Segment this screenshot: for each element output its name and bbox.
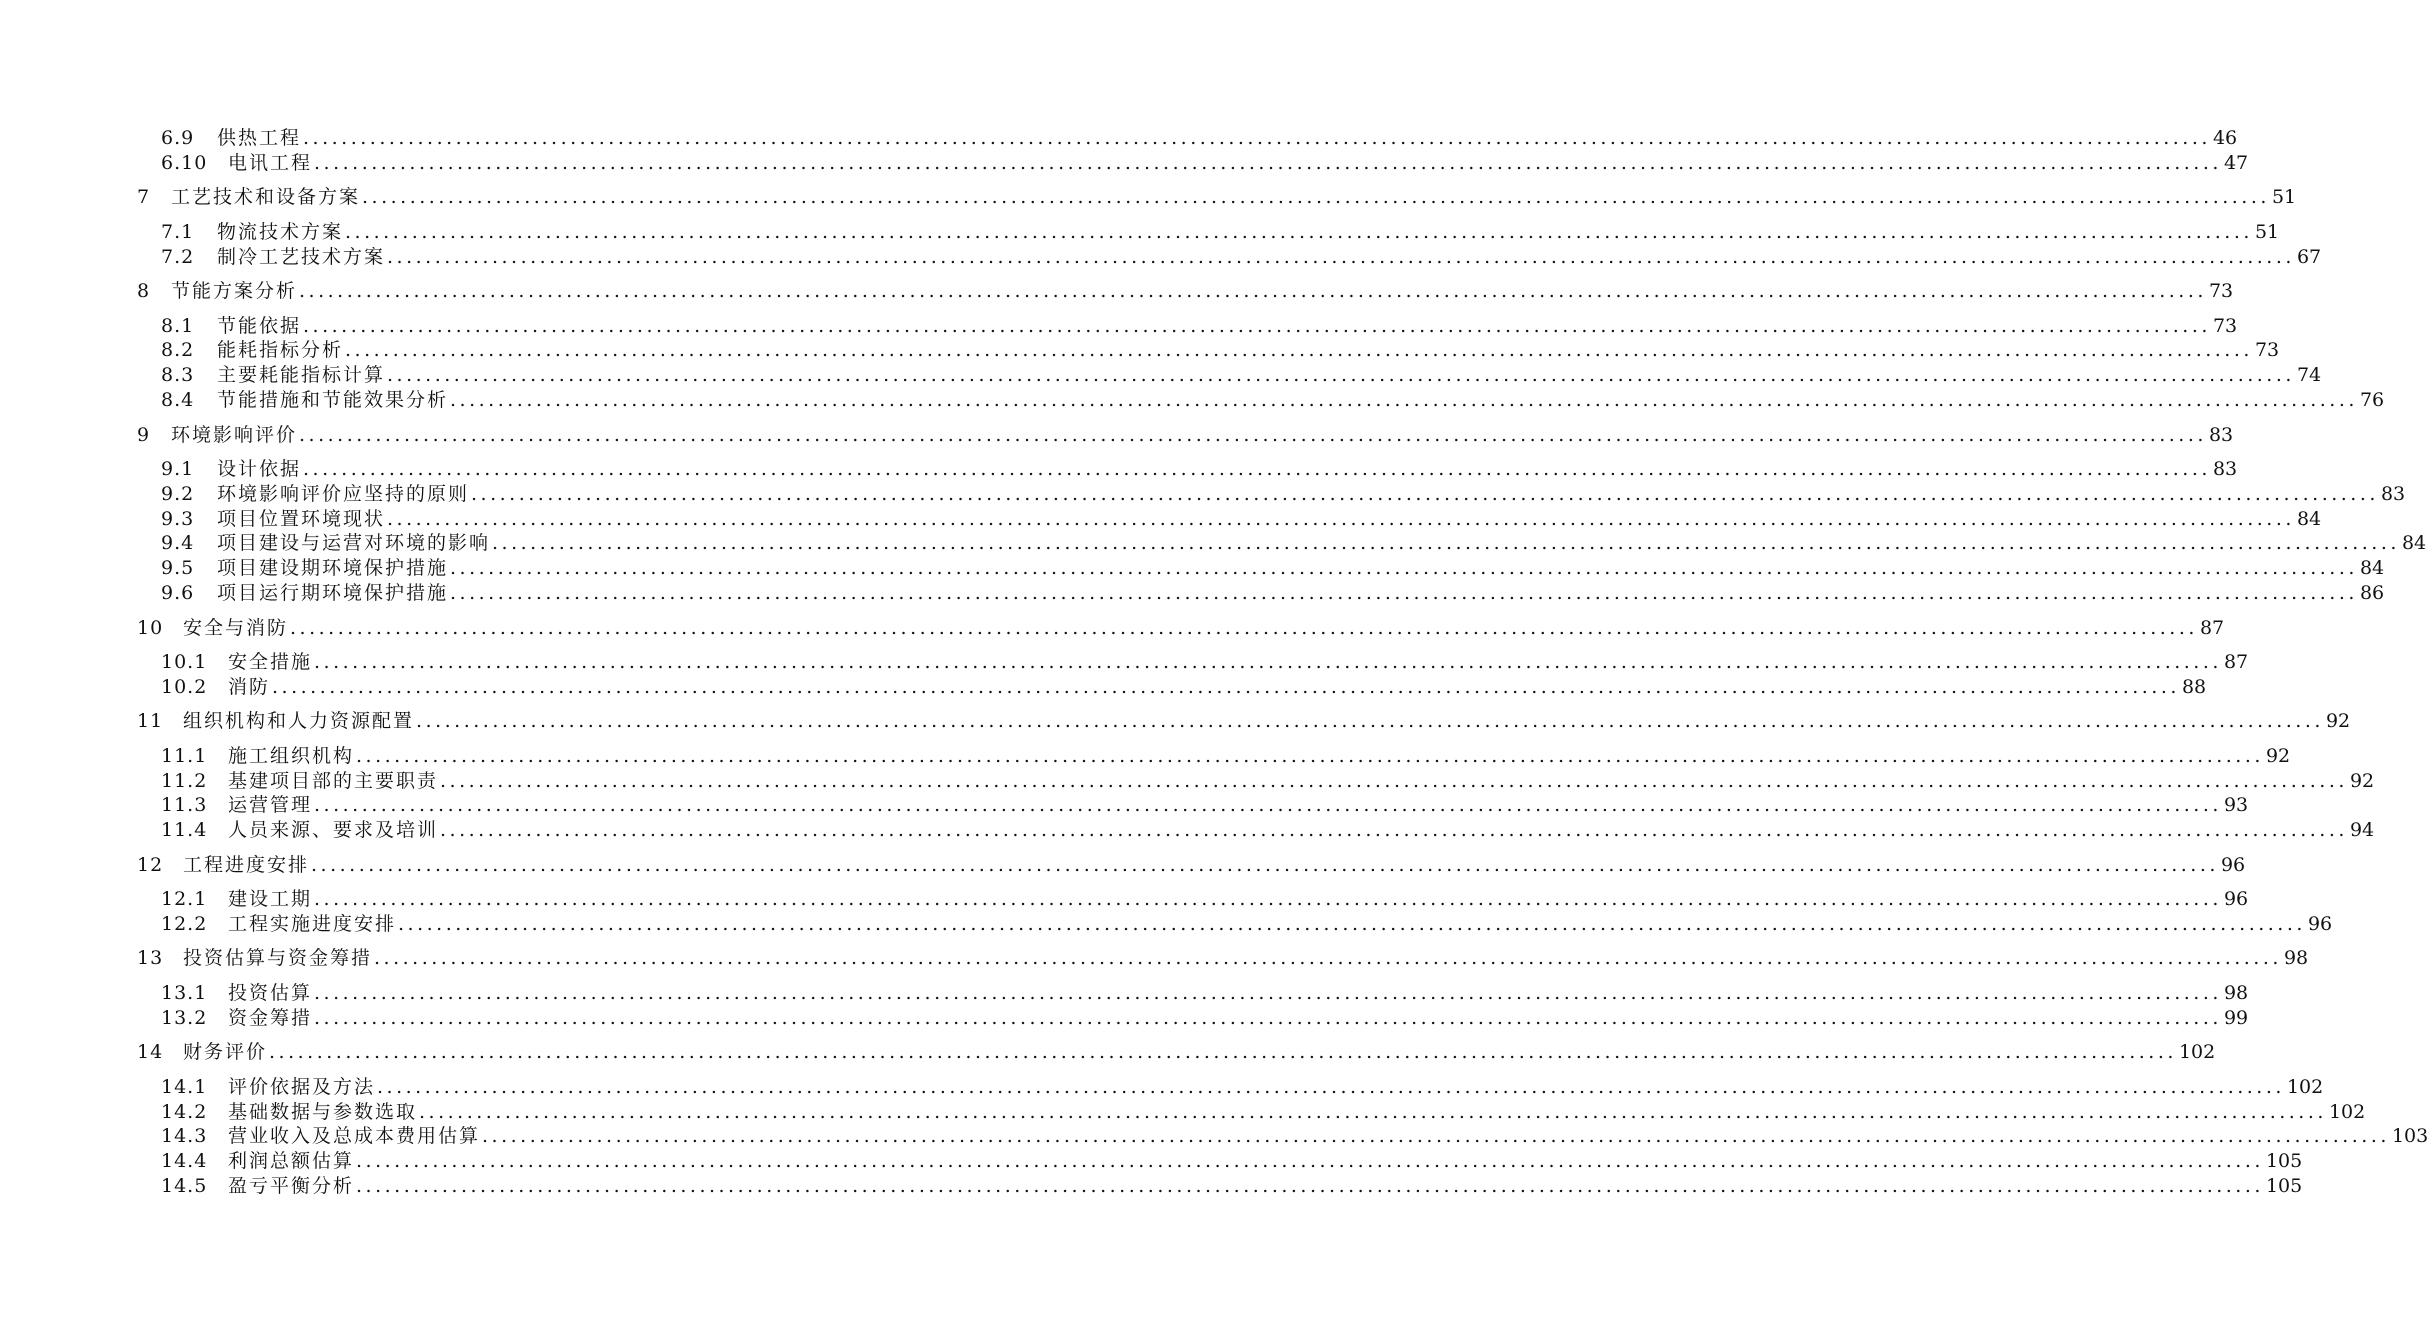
toc-dot-leader: ........................................................................................................................................................................................................ <box>450 389 2358 411</box>
toc-dot-leader: ........................................................................................................................................................................................................ <box>492 532 2400 554</box>
toc-page-number: 92 <box>2325 710 2351 732</box>
toc-dot-leader: ........................................................................................................................................................................................................ <box>272 676 2180 698</box>
toc-entry-number: 8.3 <box>161 364 195 386</box>
toc-dot-leader: ........................................................................................................................................................................................................ <box>356 745 2264 767</box>
toc-entry-title: 物流技术方案 <box>217 221 344 243</box>
toc-page-number: 51 <box>2254 221 2280 243</box>
toc-entry-number: 11.3 <box>161 794 208 816</box>
toc-dot-leader: ........................................................................................................................................................................................................ <box>314 794 2222 816</box>
toc-entry-number: 12.2 <box>161 913 208 935</box>
toc-entry-title: 资金筹措 <box>228 1007 313 1029</box>
toc-page-number: 87 <box>2199 617 2225 639</box>
toc-entry-number: 11.1 <box>161 745 208 767</box>
toc-entry-number: 10 <box>137 617 164 639</box>
toc-section-entry[interactable] <box>161 1075 2324 1099</box>
toc-dot-leader: ........................................................................................................................................................................................................ <box>398 913 2306 935</box>
toc-section-entry[interactable] <box>161 363 2322 387</box>
toc-section-entry[interactable] <box>161 581 2385 605</box>
toc-page-number: 92 <box>2349 770 2375 792</box>
toc-page-number: 92 <box>2265 745 2291 767</box>
toc-entry-title: 消防 <box>228 676 271 698</box>
toc-chapter-entry[interactable] <box>137 709 2351 733</box>
toc-section-entry[interactable] <box>161 650 2249 674</box>
toc-section-entry[interactable] <box>161 1124 2428 1148</box>
toc-section-entry[interactable] <box>161 912 2333 936</box>
toc-section-entry[interactable] <box>161 793 2249 817</box>
toc-section-entry[interactable] <box>161 220 2280 244</box>
toc-entry-title: 评价依据及方法 <box>228 1076 376 1098</box>
toc-dot-leader: ........................................................................................................................................................................................................ <box>290 617 2198 639</box>
toc-page-number: 67 <box>2296 246 2322 268</box>
toc-dot-leader: ........................................................................................................................................................................................................ <box>314 1007 2222 1029</box>
toc-section-entry[interactable] <box>161 507 2322 531</box>
toc-entry-title: 施工组织机构 <box>228 745 355 767</box>
toc-dot-leader: ........................................................................................................................................................................................................ <box>269 1041 2177 1063</box>
toc-page-number: 87 <box>2223 651 2249 673</box>
toc-dot-leader: ........................................................................................................................................................................................................ <box>450 582 2358 604</box>
toc-section-entry[interactable] <box>161 314 2238 338</box>
toc-section-entry[interactable] <box>161 126 2238 150</box>
toc-entry-title: 工程实施进度安排 <box>228 913 397 935</box>
toc-page-number: 84 <box>2359 557 2385 579</box>
toc-entry-number: 9.2 <box>161 483 195 505</box>
toc-entry-number: 12 <box>137 854 164 876</box>
toc-dot-leader: ........................................................................................................................................................................................................ <box>303 315 2211 337</box>
toc-dot-leader: ........................................................................................................................................................................................................ <box>314 888 2222 910</box>
toc-dot-leader: ........................................................................................................................................................................................................ <box>416 710 2324 732</box>
toc-dot-leader: ........................................................................................................................................................................................................ <box>303 458 2211 480</box>
toc-page-number: 94 <box>2349 819 2375 841</box>
toc-entry-number: 8.1 <box>161 315 195 337</box>
toc-entry-number: 13 <box>137 947 164 969</box>
toc-dot-leader: ........................................................................................................................................................................................................ <box>471 483 2379 505</box>
toc-section-entry[interactable] <box>161 744 2291 768</box>
toc-entry-title: 环境影响评价应坚持的原则 <box>217 483 470 505</box>
toc-dot-leader: ........................................................................................................................................................................................................ <box>314 651 2222 673</box>
toc-entry-number: 14.4 <box>161 1150 208 1172</box>
toc-entry-number: 14 <box>137 1041 164 1063</box>
toc-entry-number: 6.10 <box>161 152 208 174</box>
toc-chapter-entry[interactable] <box>137 279 2234 303</box>
toc-page-number: 99 <box>2223 1007 2249 1029</box>
toc-page-number: 83 <box>2380 483 2406 505</box>
toc-dot-leader: ........................................................................................................................................................................................................ <box>374 947 2282 969</box>
toc-section-entry[interactable] <box>161 1006 2249 1030</box>
toc-entry-number: 9.3 <box>161 508 195 530</box>
toc-dot-leader: ........................................................................................................................................................................................................ <box>299 424 2207 446</box>
toc-entry-title: 环境影响评价 <box>171 424 298 446</box>
toc-page-number: 73 <box>2208 280 2234 302</box>
toc-dot-leader: ........................................................................................................................................................................................................ <box>356 1175 2264 1197</box>
toc-page-number: 102 <box>2178 1041 2216 1063</box>
toc-entry-number: 9.6 <box>161 582 195 604</box>
toc-dot-leader: ........................................................................................................................................................................................................ <box>377 1076 2285 1098</box>
toc-entry-title: 电讯工程 <box>228 152 313 174</box>
toc-page-number: 86 <box>2359 582 2385 604</box>
toc-entry-number: 11 <box>137 710 164 732</box>
toc-entry-title: 主要耗能指标计算 <box>217 364 386 386</box>
toc-page-number: 103 <box>2391 1125 2428 1147</box>
toc-page-number: 73 <box>2254 339 2280 361</box>
toc-entry-title: 项目建设与运营对环境的影响 <box>217 532 491 554</box>
toc-dot-leader: ........................................................................................................................................................................................................ <box>314 152 2222 174</box>
toc-entry-title: 项目运行期环境保护措施 <box>217 582 449 604</box>
toc-entry-number: 6.9 <box>161 127 195 149</box>
toc-entry-title: 基础数据与参数选取 <box>228 1101 418 1123</box>
toc-page-number: 105 <box>2265 1175 2303 1197</box>
toc-dot-leader: ........................................................................................................................................................................................................ <box>387 364 2295 386</box>
toc-dot-leader: ........................................................................................................................................................................................................ <box>440 819 2348 841</box>
toc-dot-leader: ........................................................................................................................................................................................................ <box>345 221 2253 243</box>
toc-entry-number: 9.5 <box>161 557 195 579</box>
toc-page-number: 96 <box>2307 913 2333 935</box>
toc-chapter-entry[interactable] <box>137 946 2309 970</box>
toc-page-number: 73 <box>2212 315 2238 337</box>
toc-entry-number: 11.4 <box>161 819 208 841</box>
toc-entry-title: 投资估算 <box>228 982 313 1004</box>
toc-entry-title: 项目建设期环境保护措施 <box>217 557 449 579</box>
toc-page-number: 47 <box>2223 152 2249 174</box>
toc-entry-title: 工艺技术和设备方案 <box>171 186 361 208</box>
toc-entry-number: 7.2 <box>161 246 195 268</box>
toc-page-number: 51 <box>2271 186 2297 208</box>
toc-section-entry[interactable] <box>161 769 2375 793</box>
toc-page-number: 74 <box>2296 364 2322 386</box>
toc-page-number: 76 <box>2359 389 2385 411</box>
toc-section-entry[interactable] <box>161 245 2322 269</box>
toc-chapter-entry[interactable] <box>137 185 2297 209</box>
toc-page-number: 84 <box>2296 508 2322 530</box>
toc-dot-leader: ........................................................................................................................................................................................................ <box>311 854 2219 876</box>
toc-entry-title: 投资估算与资金筹措 <box>183 947 373 969</box>
toc-section-entry[interactable] <box>161 1100 2366 1124</box>
toc-section-entry[interactable] <box>161 1149 2303 1173</box>
toc-dot-leader: ........................................................................................................................................................................................................ <box>303 127 2211 149</box>
toc-section-entry[interactable] <box>161 1174 2303 1198</box>
toc-entry-number: 13.2 <box>161 1007 208 1029</box>
toc-entry-title: 财务评价 <box>183 1041 268 1063</box>
toc-dot-leader: ........................................................................................................................................................................................................ <box>419 1101 2327 1123</box>
toc-dot-leader: ........................................................................................................................................................................................................ <box>299 280 2207 302</box>
toc-section-entry[interactable] <box>161 981 2249 1005</box>
toc-page-number: 84 <box>2401 532 2427 554</box>
toc-page-number: 96 <box>2220 854 2246 876</box>
toc-entry-title: 组织机构和人力资源配置 <box>183 710 415 732</box>
toc-entry-number: 13.1 <box>161 982 208 1004</box>
toc-entry-title: 安全与消防 <box>183 617 289 639</box>
toc-entry-number: 11.2 <box>161 770 208 792</box>
toc-section-entry[interactable] <box>161 675 2207 699</box>
toc-dot-leader: ........................................................................................................................................................................................................ <box>362 186 2270 208</box>
toc-section-entry[interactable] <box>161 151 2249 175</box>
toc-entry-title: 节能依据 <box>217 315 302 337</box>
toc-entry-number: 9.1 <box>161 458 195 480</box>
toc-entry-number: 12.1 <box>161 888 208 910</box>
toc-entry-number: 7 <box>137 186 151 208</box>
toc-entry-title: 节能方案分析 <box>171 280 298 302</box>
toc-entry-title: 工程进度安排 <box>183 854 310 876</box>
toc-entry-title: 建设工期 <box>228 888 313 910</box>
toc-entry-title: 制冷工艺技术方案 <box>217 246 386 268</box>
toc-section-entry[interactable] <box>161 887 2249 911</box>
toc-entry-title: 营业收入及总成本费用估算 <box>228 1125 481 1147</box>
toc-dot-leader: ........................................................................................................................................................................................................ <box>450 557 2358 579</box>
toc-entry-number: 8 <box>137 280 151 302</box>
toc-dot-leader: ........................................................................................................................................................................................................ <box>387 246 2295 268</box>
toc-entry-number: 10.2 <box>161 676 208 698</box>
toc-page-number: 46 <box>2212 127 2238 149</box>
toc-page-number: 83 <box>2208 424 2234 446</box>
toc-entry-number: 8.2 <box>161 339 195 361</box>
toc-page-number: 98 <box>2283 947 2309 969</box>
toc-page-number: 98 <box>2223 982 2249 1004</box>
toc-page-number: 96 <box>2223 888 2249 910</box>
toc-entry-number: 14.5 <box>161 1175 208 1197</box>
toc-dot-leader: ........................................................................................................................................................................................................ <box>387 508 2295 530</box>
toc-entry-title: 基建项目部的主要职责 <box>228 770 439 792</box>
toc-entry-number: 10.1 <box>161 651 208 673</box>
toc-entry-title: 能耗指标分析 <box>217 339 344 361</box>
toc-page-number: 88 <box>2181 676 2207 698</box>
toc-entry-title: 运营管理 <box>228 794 313 816</box>
toc-page-number: 102 <box>2286 1076 2324 1098</box>
toc-entry-number: 14.2 <box>161 1101 208 1123</box>
toc-section-entry[interactable] <box>161 457 2238 481</box>
toc-entry-number: 14.3 <box>161 1125 208 1147</box>
toc-chapter-entry[interactable] <box>137 1040 2216 1064</box>
toc-entry-number: 9 <box>137 424 151 446</box>
toc-entry-title: 项目位置环境现状 <box>217 508 386 530</box>
toc-dot-leader: ........................................................................................................................................................................................................ <box>314 982 2222 1004</box>
toc-chapter-entry[interactable] <box>137 616 2225 640</box>
toc-page-number: 93 <box>2223 794 2249 816</box>
toc-section-entry[interactable] <box>161 531 2427 555</box>
toc-section-entry[interactable] <box>161 338 2280 362</box>
toc-dot-leader: ........................................................................................................................................................................................................ <box>440 770 2348 792</box>
toc-entry-title: 盈亏平衡分析 <box>228 1175 355 1197</box>
toc-entry-title: 人员来源、要求及培训 <box>228 819 439 841</box>
toc-entry-number: 7.1 <box>161 221 195 243</box>
toc-page-number: 83 <box>2212 458 2238 480</box>
toc-chapter-entry[interactable] <box>137 423 2234 447</box>
toc-section-entry[interactable] <box>161 388 2385 412</box>
toc-entry-number: 9.4 <box>161 532 195 554</box>
toc-dot-leader: ........................................................................................................................................................................................................ <box>345 339 2253 361</box>
toc-page-number: 105 <box>2265 1150 2303 1172</box>
toc-entry-title: 设计依据 <box>217 458 302 480</box>
toc-section-entry[interactable] <box>161 556 2385 580</box>
toc-entry-title: 供热工程 <box>217 127 302 149</box>
toc-entry-title: 利润总额估算 <box>228 1150 355 1172</box>
toc-chapter-entry[interactable] <box>137 853 2246 877</box>
toc-dot-leader: ........................................................................................................................................................................................................ <box>482 1125 2390 1147</box>
toc-entry-title: 节能措施和节能效果分析 <box>217 389 449 411</box>
toc-entry-title: 安全措施 <box>228 651 313 673</box>
toc-entry-number: 8.4 <box>161 389 195 411</box>
toc-section-entry[interactable] <box>161 818 2375 842</box>
toc-page-number: 102 <box>2328 1101 2366 1123</box>
toc-dot-leader: ........................................................................................................................................................................................................ <box>356 1150 2264 1172</box>
toc-section-entry[interactable] <box>161 482 2406 506</box>
toc-entry-number: 14.1 <box>161 1076 208 1098</box>
